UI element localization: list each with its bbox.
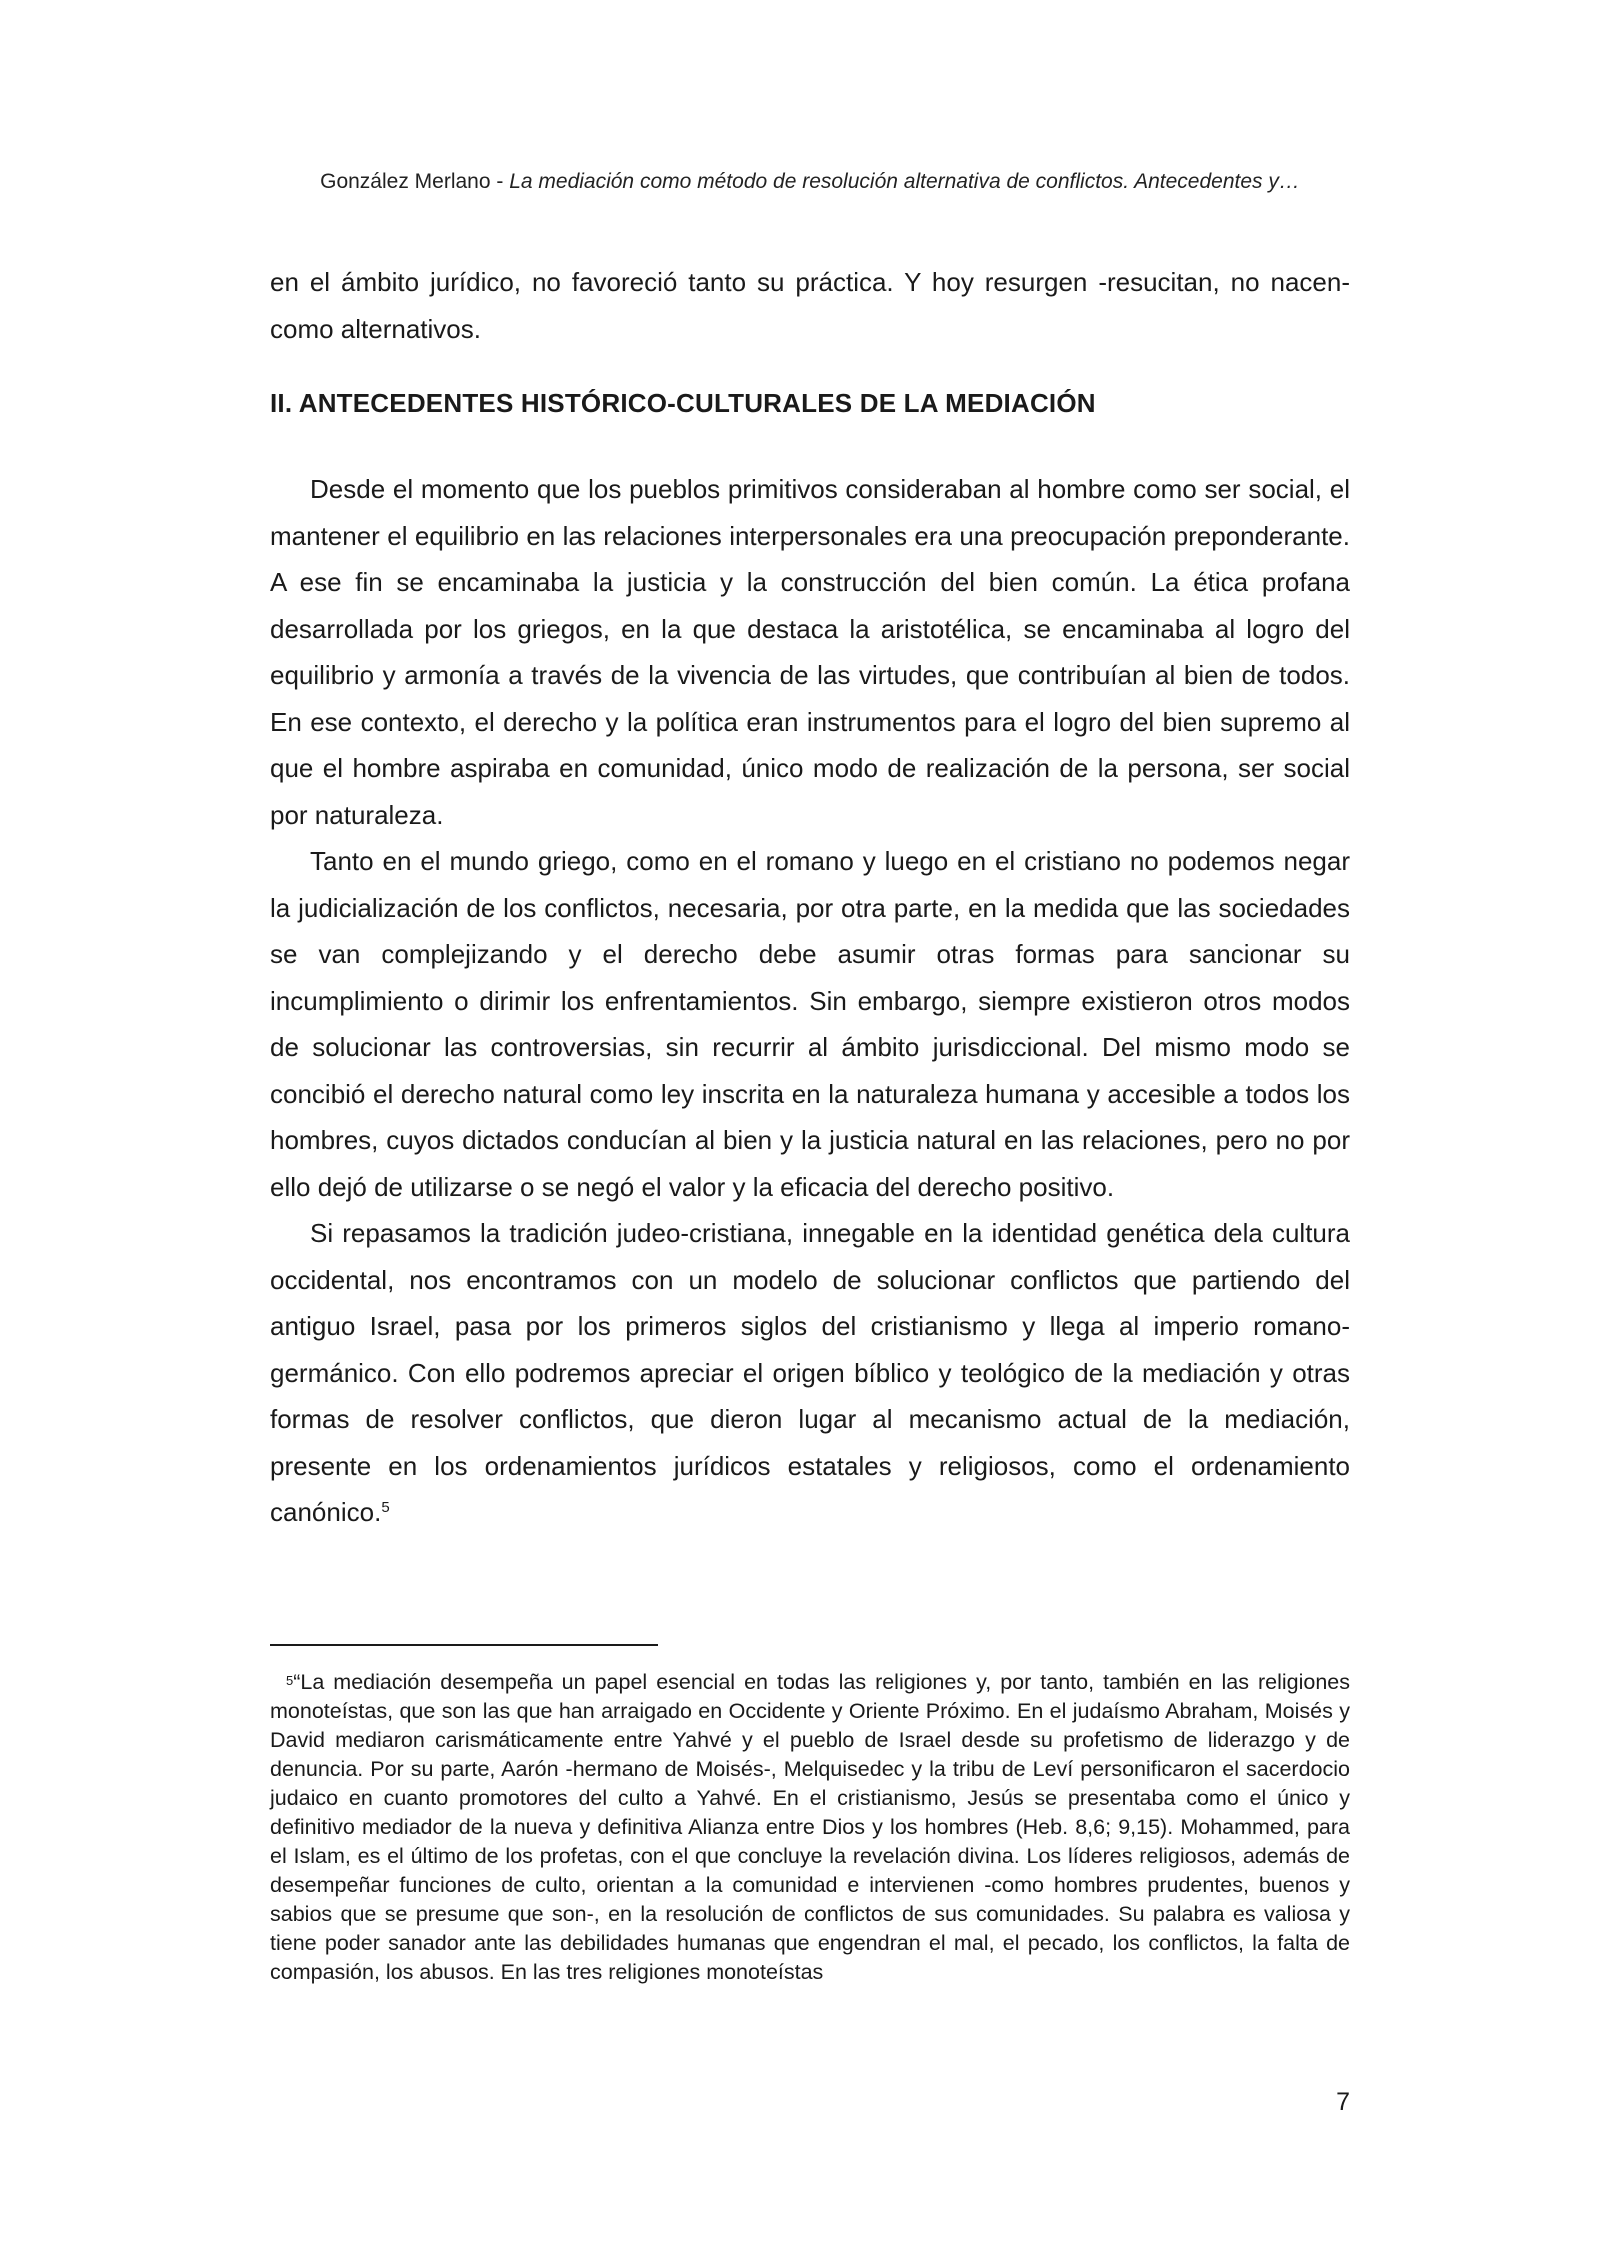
main-text (270, 466, 1350, 1536)
paragraph-2: Tanto en el mundo griego, como en el romano y luego en el cristiano no podemos negar la judicialización de los conflictos, necesaria, por otra parte, en la medida que las sociedades se van complejizando y el derecho debe asumir otras formas para sancionar su incumplimiento o dirimir los enfrentamientos. Sin embargo, siempre existieron otros modos de solucionar las controversias, sin recurrir al ámbito jurisdiccional. Del mismo modo se concibió el derecho natural como ley inscrita en la naturaleza humana y accesible a todos los hombres, cuyos dictados conducían al bien y la justicia natural en las relaciones, pero no por ello dejó de utilizarse o se negó el valor y la eficacia del derecho positivo. (270, 846, 1350, 1202)
paragraph-3 (270, 1210, 1350, 1536)
intro-paragraph: en el ámbito jurídico, no favoreció tanto su práctica. Y hoy resurgen -resucitan, no nacen- como alternativos. (270, 267, 1350, 344)
page-number: 7 (1336, 2088, 1350, 2116)
header-author: González Merlano - (320, 170, 510, 193)
paragraph-1: Desde el momento que los pueblos primitivos consideraban al hombre como ser social, el mantener el equilibrio en las relaciones interpersonales era una preocupación preponderante. A ese fin se encaminaba la justicia y la construcción del bien común. La ética profana desarrollada por los griegos, en la que destaca la aristotélica, se encaminaba al logro del equilibrio y armonía a través de la vivencia de las virtudes, que contribuían al bien de todos. En ese contexto, el derecho y la política eran instrumentos para el logro del bien supremo al que el hombre aspiraba en comunidad, único modo de realización de la persona, ser social por naturaleza. (270, 474, 1350, 830)
paragraph-3-text: Si repasamos la tradición judeo-cristiana, innegable en la identidad genética dela cultura occidental, nos encontramos con un modelo de solucionar conflictos que partiendo del antiguo Israel, pasa por los primeros siglos del cristianismo y llega al imperio romano-germánico. Con ello podremos apreciar el origen bíblico y teológico de la mediación y otras formas de resolver conflictos, que dieron lugar al mecanismo actual de la mediación, presente en los ordenamientos jurídicos estatales y religiosos, como el ordenamiento canónico. (270, 1218, 1350, 1527)
header-title: La mediación como método de resolución alternativa de conflictos. Antecedentes y… (509, 170, 1300, 193)
running-header (270, 170, 1350, 194)
footnote-separator (270, 1644, 658, 1646)
footnote-text: “La mediación desempeña un papel esencial en todas las religiones y, por tanto, también en las religiones monoteístas, que son las que han arraigado en Occidente y Oriente Próximo. En el judaísmo Abraham, Moisés y David mediaron carismáticamente entre Yahvé y el pueblo de Israel desde su profetismo de liderazgo y de denuncia. Por su parte, Aarón -hermano de Moisés-, Melquisedec y la tribu de Leví personificaron el sacerdocio judaico en cuanto promotores del culto a Yahvé. En el cristianismo, Jesús se presentaba como el único y definitivo mediador de la nueva y definitiva Alianza entre Dios y los hombres (Heb. 8,6; 9,15). Mohammed, para el Islam, es el último de los profetas, con el que concluye la revelación divina. Los líderes religiosos, además de desempeñar funciones de culto, orientan a la comunidad e intervienen -como hombres prudentes, buenos y sabios que se presume que son-, en la resolución de conflictos de sus comunidades. Su palabra es valiosa y tiene poder sanador ante las debilidades humanas que engendran el mal, el pecado, los conflictos, la falta de compasión, los abusos. En las tres religiones monoteístas (270, 1670, 1350, 1984)
footnote-marker: 5 (286, 1673, 294, 1688)
footnote (270, 1668, 1350, 1987)
section-heading: II. ANTECEDENTES HISTÓRICO-CULTURALES DE LA MEDIACIÓN (270, 388, 1096, 418)
footnote-reference[interactable]: 5 (381, 1499, 390, 1516)
intro-text (270, 259, 1350, 352)
